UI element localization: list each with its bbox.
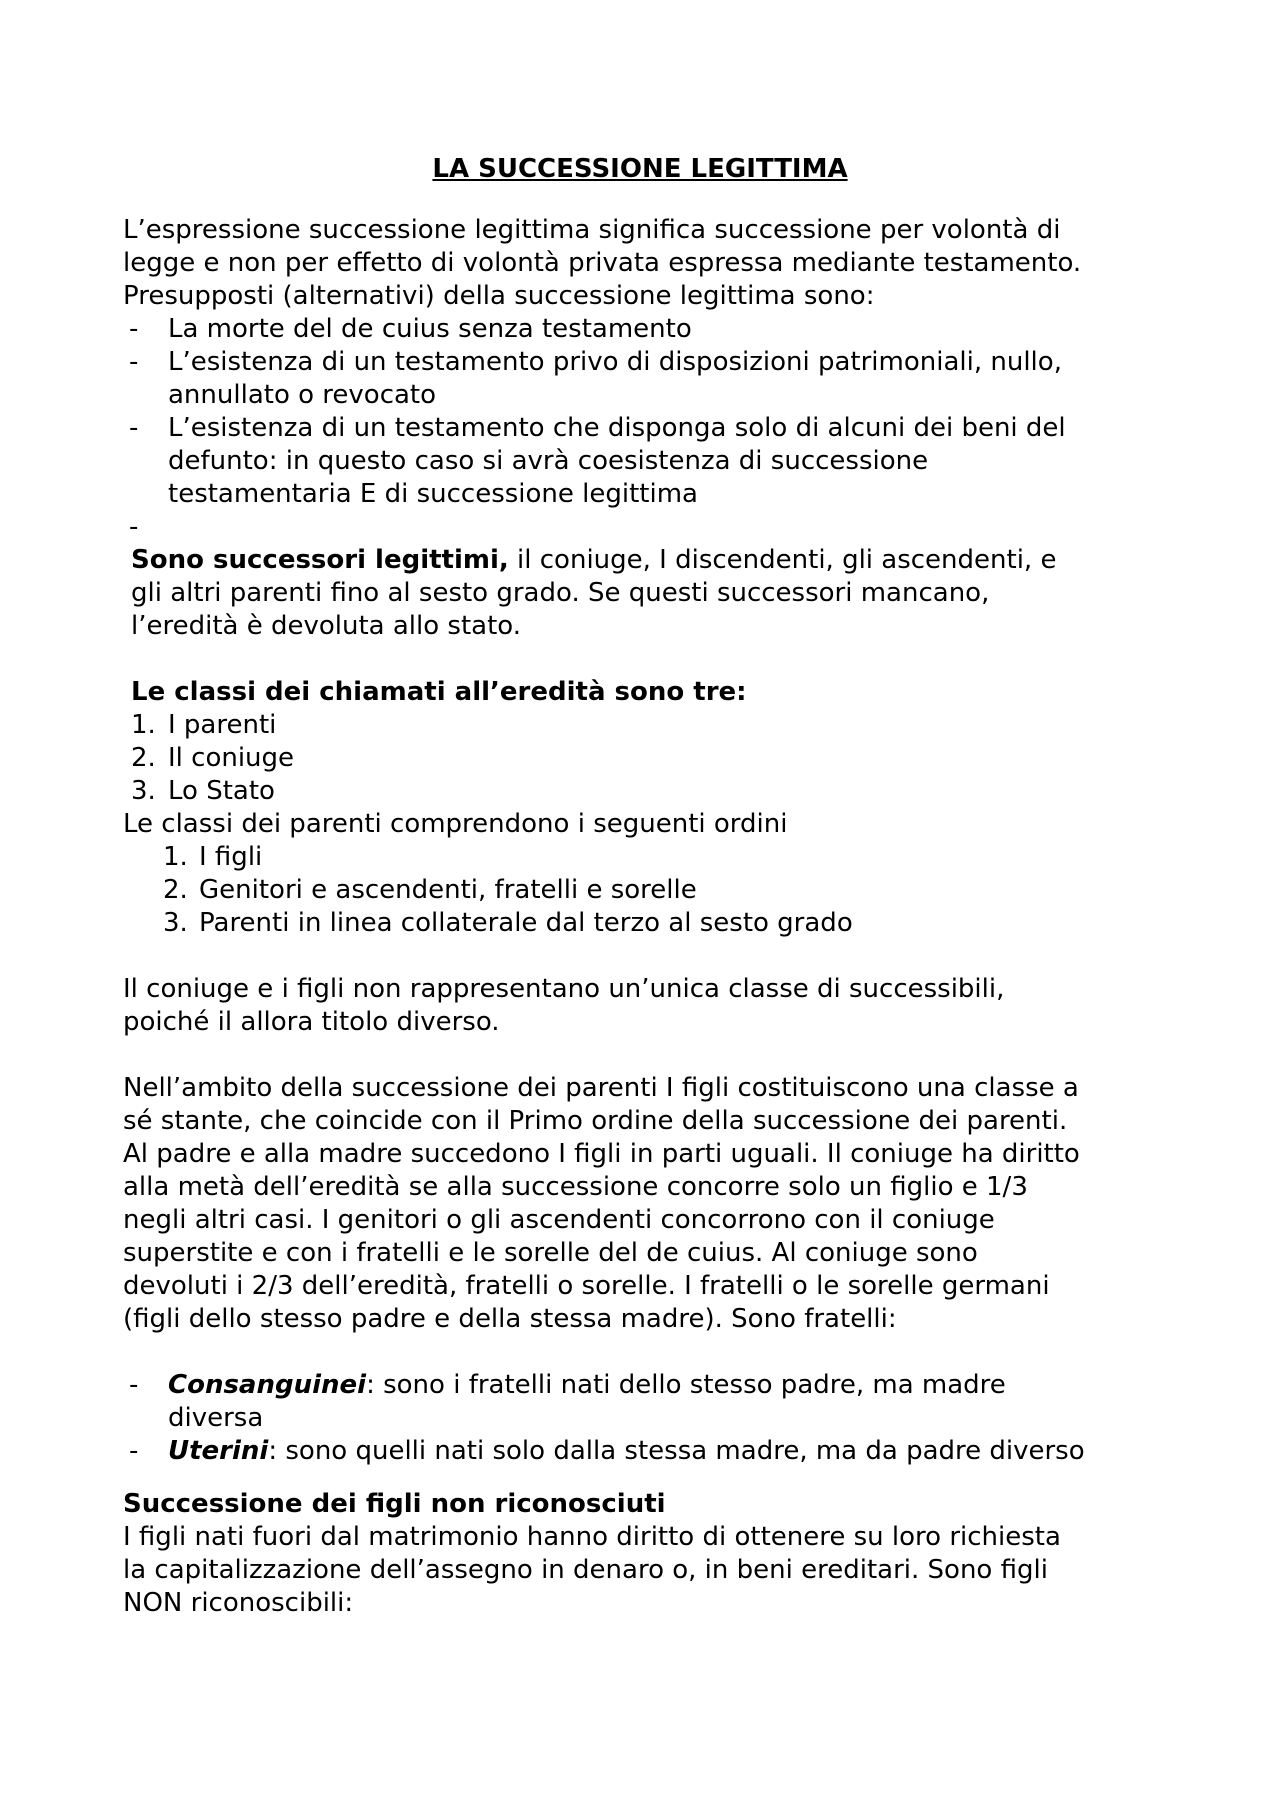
list-item-text: Parenti in linea collaterale dal terzo al sesto grado [199,908,853,938]
non-riconosciuti-line: I figli nati fuori dal matrimonio hanno diritto di ottenere su loro richiesta [123,1522,1061,1552]
list-item [123,841,1173,874]
classi-heading: Le classi dei chiamati all’eredità sono tre: [131,677,747,707]
consanguinei-term: Consanguinei [168,1370,367,1400]
list-bullet: - [129,347,139,377]
intro-line: L’espressione successione legittima significa successione per volontà di [123,215,1061,245]
list-item-text: testamentaria E di successione legittima [168,479,698,509]
list-item-text: Genitori e ascendenti, fratelli e sorelle [199,875,697,905]
presupposti-list [123,313,1173,544]
list-item [123,346,1173,412]
list-number: 3. [131,776,156,806]
list-number: 3. [163,908,188,938]
list-number: 2. [131,743,156,773]
consanguinei-text: : sono i fratelli nati dello stesso padre, ma madre [366,1370,1006,1400]
list-item [123,907,1173,940]
successori-bold: Sono successori legittimi, [131,545,509,575]
non-riconosciuti-line: NON riconoscibili: [123,1588,354,1618]
list-item [123,313,1173,346]
list-item [123,775,1173,808]
ambito-line: Al padre e alla madre succedono I figli in parti uguali. Il coniuge ha diritto [123,1139,1080,1169]
list-bullet: - [129,413,139,443]
list-item-text: defunto: in questo caso si avrà coesistenza di successione [168,446,929,476]
list-item [123,874,1173,907]
ambito-line: negli altri casi. I genitori o gli ascendenti concorrono con il coniuge [123,1205,995,1235]
consanguinei-text: diversa [168,1403,264,1433]
list-item-text: L’esistenza di un testamento privo di disposizioni patrimoniali, nullo, [168,347,1062,377]
list-bullet: - [129,1370,139,1400]
classi-list [123,709,1173,808]
successori-line: gli altri parenti fino al sesto grado. Se questi successori mancano, [131,578,990,608]
list-item-text: Il coniuge [168,743,295,773]
list-item-empty [123,511,1173,544]
ambito-line: devoluti i 2/3 dell’eredità, fratelli o sorelle. I fratelli o le sorelle germani [123,1271,1050,1301]
list-item-text: La morte del de cuius senza testamento [168,314,692,344]
list-item [123,412,1173,511]
list-item [123,742,1173,775]
ordini-list [123,841,1173,940]
non-riconosciuti-heading: Successione dei figli non riconosciuti [123,1489,666,1519]
list-item [123,1435,1173,1468]
list-item [123,709,1173,742]
document-body [123,214,1173,1620]
list-item [123,1369,1173,1435]
list-number: 1. [131,710,156,740]
intro-line: Presupposti (alternativi) della successione legittima sono: [123,281,875,311]
ambito-line: alla metà dell’eredità se alla successione concorre solo un figlio e 1/3 [123,1172,1028,1202]
successori-text: il coniuge, I discendenti, gli ascendenti, e [508,545,1057,575]
ambito-paragraph [123,1072,1173,1336]
coniuge-line: poiché il allora titolo diverso. [123,1007,500,1037]
list-bullet: - [129,1436,139,1466]
ambito-line: (figli dello stesso padre e della stessa madre). Sono fratelli: [123,1304,897,1334]
list-bullet: - [129,512,139,542]
list-item-text: annullato o revocato [168,380,437,410]
ambito-line: sé stante, che coincide con il Primo ordine della successione dei parenti. [123,1106,1068,1136]
list-bullet: - [129,314,139,344]
ambito-line: Nell’ambito della successione dei parenti I figli costituiscono una classe a [123,1073,1079,1103]
uterini-text: : sono quelli nati solo dalla stessa madre, ma da padre diverso [268,1436,1085,1466]
intro-line: legge e non per effetto di volontà privata espressa mediante testamento. [123,248,1082,278]
document-title: LA SUCCESSIONE LEGITTIMA [432,154,848,184]
uterini-term: Uterini [168,1436,269,1466]
successori-paragraph [123,544,1173,643]
non-riconosciuti-line: la capitalizzazione dell’assegno in denaro o, in beni ereditari. Sono figli [123,1555,1048,1585]
list-number: 2. [163,875,188,905]
list-item-text: I parenti [168,710,277,740]
ambito-line: superstite e con i fratelli e le sorelle del de cuius. Al coniuge sono [123,1238,978,1268]
list-number: 1. [163,842,188,872]
successori-line: l’eredità è devoluta allo stato. [131,611,521,641]
ordini-intro: Le classi dei parenti comprendono i seguenti ordini [123,809,788,839]
list-item-text: Lo Stato [168,776,275,806]
list-item-text: I figli [199,842,263,872]
fratelli-list [123,1369,1173,1468]
list-item-text: L’esistenza di un testamento che disponga solo di alcuni dei beni del [168,413,1066,443]
coniuge-line: Il coniuge e i figli non rappresentano un’unica classe di successibili, [123,974,1005,1004]
